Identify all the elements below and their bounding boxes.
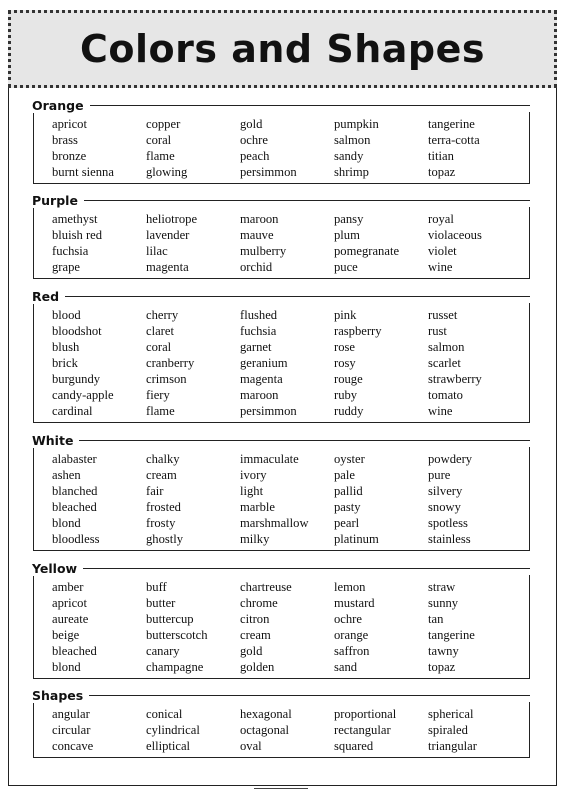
word-item: maroon [240,388,279,402]
word-item: strawberry [428,372,482,386]
word-item: circular [52,723,91,737]
word-item: chrome [240,596,278,610]
word-item: tangerine [428,628,475,642]
word-item: butterscotch [146,628,208,642]
word-item: sand [334,660,358,674]
word-item: marble [240,500,275,514]
word-item: silvery [428,484,463,498]
word-item: puce [334,260,358,274]
word-box [33,303,530,423]
word-item: coral [146,133,172,147]
word-item: grape [52,260,80,274]
word-item: apricot [52,596,87,610]
word-box [33,702,530,758]
word-item: hexagonal [240,707,292,721]
word-item: pumpkin [334,117,379,131]
word-item: triangular [428,739,477,753]
word-item: oyster [334,452,365,466]
word-item: burgundy [52,372,101,386]
word-item: peach [240,149,270,163]
word-item: cardinal [52,404,93,418]
word-item: flame [146,404,175,418]
word-item: burnt sienna [52,165,114,179]
word-item: citron [240,612,270,626]
word-item: blood [52,308,81,322]
word-item: terra-cotta [428,133,480,147]
word-item: immaculate [240,452,299,466]
word-item: cream [240,628,271,642]
word-item: cherry [146,308,179,322]
section-rule [33,440,530,441]
word-item: angular [52,707,90,721]
word-item: blush [52,340,80,354]
word-item: plum [334,228,360,242]
word-item: pure [428,468,451,482]
word-item: topaz [428,660,456,674]
page-title: Colors and Shapes [80,27,485,71]
word-item: candy-apple [52,388,114,402]
word-item: fair [146,484,164,498]
word-item: salmon [428,340,465,354]
word-item: concave [52,739,94,753]
word-item: orchid [240,260,273,274]
word-item: butter [146,596,176,610]
section-white [33,433,530,551]
word-item: tawny [428,644,459,658]
word-item: blanched [52,484,98,498]
section-rule [33,296,530,297]
word-item: rose [334,340,355,354]
word-item: straw [428,580,456,594]
word-item: blond [52,660,81,674]
word-item: amber [52,580,84,594]
section-rule [33,568,530,569]
word-item: aureate [52,612,89,626]
word-item: ruddy [334,404,364,418]
word-item: powdery [428,452,473,466]
section-rule [33,105,530,106]
word-item: garnet [240,340,272,354]
word-item: canary [146,644,180,658]
word-item: stainless [428,532,471,546]
word-item: octagonal [240,723,289,737]
word-item: mulberry [240,244,287,258]
word-grid [52,211,529,275]
word-item: crimson [146,372,187,386]
word-item: coral [146,340,172,354]
word-item: rust [428,324,447,338]
word-box [33,447,530,551]
word-item: pearl [334,516,360,530]
section-rule [33,200,530,201]
word-item: rosy [334,356,356,370]
word-box [33,575,530,679]
section-label: Shapes [32,688,89,703]
word-item: wine [428,404,453,418]
word-item: lilac [146,244,168,258]
section-label: Purple [32,193,84,208]
word-item: bronze [52,149,87,163]
word-item: bluish red [52,228,103,242]
word-item: glowing [146,165,188,179]
section-red [33,289,530,423]
word-item: golden [240,660,275,674]
word-item: pomegranate [334,244,400,258]
word-item: apricot [52,117,87,131]
word-item: heliotrope [146,212,198,226]
word-item: pink [334,308,357,322]
word-item: shrimp [334,165,369,179]
word-item: light [240,484,264,498]
word-item: magenta [146,260,189,274]
word-item: elliptical [146,739,191,753]
word-item: marshmallow [240,516,309,530]
word-item: frosty [146,516,176,530]
word-item: spotless [428,516,468,530]
word-grid [52,307,529,419]
word-item: blond [52,516,81,530]
section-rule [33,695,530,696]
word-item: ashen [52,468,81,482]
word-item: alabaster [52,452,97,466]
word-item: frosted [146,500,181,514]
word-grid [52,116,529,180]
word-item: pasty [334,500,361,514]
word-item: maroon [240,212,279,226]
word-item: cream [146,468,177,482]
word-item: conical [146,707,183,721]
word-item: ochre [334,612,362,626]
word-item: bleached [52,500,97,514]
word-item: raspberry [334,324,382,338]
word-item: fiery [146,388,170,402]
word-item: cranberry [146,356,195,370]
word-item: spiraled [428,723,468,737]
section-label: Orange [32,98,90,113]
word-grid [52,706,529,754]
word-item: buff [146,580,167,594]
section-purple [33,193,530,279]
word-item: violet [428,244,457,258]
word-item: saffron [334,644,370,658]
word-item: gold [240,117,263,131]
word-item: sunny [428,596,459,610]
word-item: pansy [334,212,364,226]
word-item: flushed [240,308,278,322]
word-item: platinum [334,532,379,546]
word-box [33,112,530,184]
word-item: pallid [334,484,363,498]
word-item: violaceous [428,228,482,242]
page-footer-rule [254,788,308,794]
word-item: rectangular [334,723,391,737]
word-item: ruby [334,388,358,402]
word-item: brass [52,133,78,147]
word-item: squared [334,739,374,753]
word-item: mustard [334,596,375,610]
word-item: beige [52,628,80,642]
word-item: rouge [334,372,363,386]
word-item: snowy [428,500,461,514]
word-item: topaz [428,165,456,179]
word-item: tomato [428,388,463,402]
word-item: milky [240,532,270,546]
word-item: pale [334,468,355,482]
word-item: lavender [146,228,190,242]
word-item: fuchsia [52,244,89,258]
word-item: royal [428,212,454,226]
word-item: brick [52,356,78,370]
word-item: ghostly [146,532,184,546]
word-item: persimmon [240,404,297,418]
word-item: bloodless [52,532,100,546]
word-item: bloodshot [52,324,102,338]
word-item: spherical [428,707,474,721]
word-item: salmon [334,133,371,147]
word-item: wine [428,260,453,274]
word-item: tan [428,612,444,626]
word-item: amethyst [52,212,98,226]
word-item: tangerine [428,117,475,131]
word-box [33,207,530,279]
word-item: mauve [240,228,274,242]
section-label: Yellow [32,561,83,576]
word-item: fuchsia [240,324,277,338]
word-item: persimmon [240,165,297,179]
section-label: Red [32,289,65,304]
word-item: copper [146,117,181,131]
word-item: chartreuse [240,580,292,594]
word-item: proportional [334,707,397,721]
word-grid [52,451,529,547]
word-item: ochre [240,133,268,147]
word-item: champagne [146,660,204,674]
word-item: oval [240,739,262,753]
word-item: buttercup [146,612,194,626]
word-item: bleached [52,644,97,658]
word-item: ivory [240,468,267,482]
word-item: cylindrical [146,723,200,737]
word-item: chalky [146,452,180,466]
word-item: orange [334,628,369,642]
section-label: White [32,433,79,448]
section-shapes [33,688,530,758]
word-item: lemon [334,580,366,594]
word-item: geranium [240,356,288,370]
word-item: scarlet [428,356,461,370]
word-item: gold [240,644,263,658]
section-yellow [33,561,530,679]
word-item: russet [428,308,458,322]
word-item: claret [146,324,174,338]
word-item: magenta [240,372,283,386]
word-item: flame [146,149,175,163]
word-grid [52,579,529,675]
word-item: sandy [334,149,364,163]
word-item: titian [428,149,454,163]
title-banner [8,10,557,88]
section-orange [33,98,530,184]
